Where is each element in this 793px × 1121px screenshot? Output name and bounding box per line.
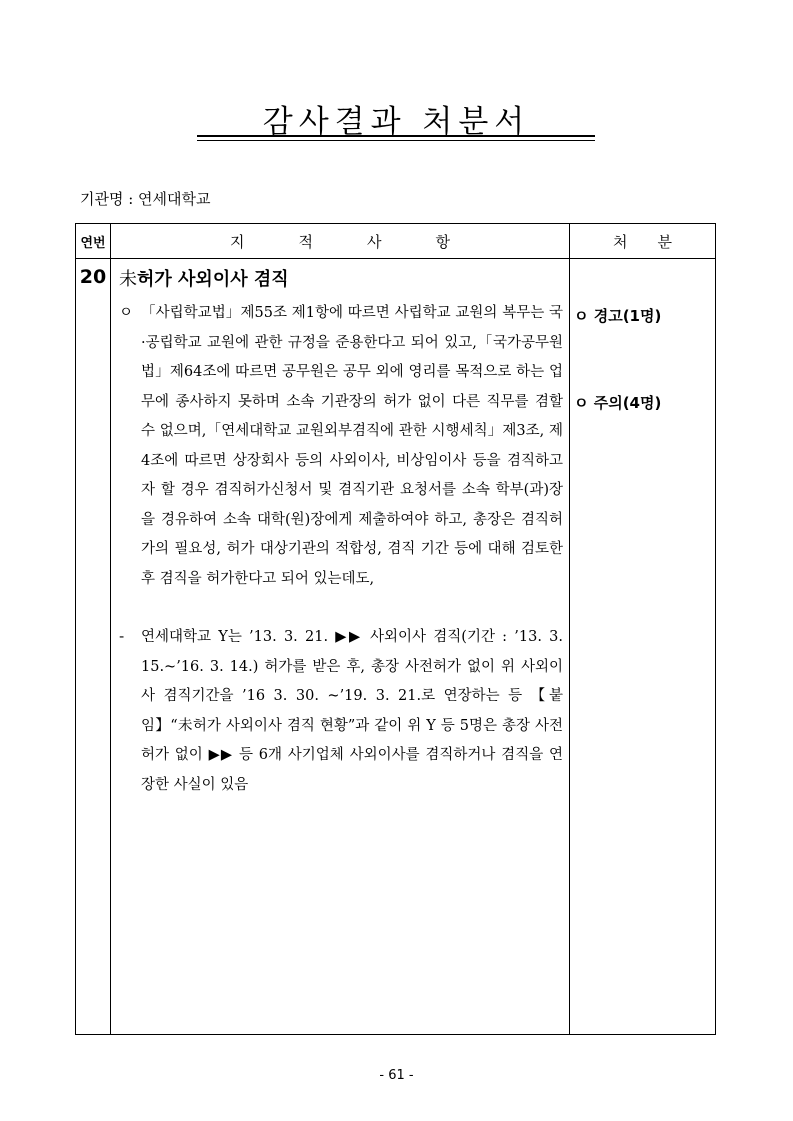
table-header-row <box>76 224 716 259</box>
document-title: 감사결과 처분서 <box>262 104 531 140</box>
bullet-circle: ㅇ <box>119 305 134 321</box>
action-warning: ㅇ 경고(1명) <box>574 307 662 325</box>
page-number: - 61 - <box>379 1068 414 1083</box>
header-action: 처분 <box>570 224 716 259</box>
header-seq: 연번 <box>76 224 111 259</box>
row-action-cell <box>570 259 716 1035</box>
row-seq-number: 20 <box>76 259 111 1035</box>
audit-table <box>75 223 716 1035</box>
row-heading: 未허가 사외이사 겸직 <box>119 269 289 290</box>
row-point-cell <box>111 259 570 1035</box>
paragraph-text: 「사립학교법」제55조 제1항에 따르면 사립학교 교원의 복무는 국·공립학교 교원에 관한 규정을 준용한다고 되어 있고,「국가공무원법」제64조에 따르면 공무원은 공무 외에 영리를 목적으로 하는 업무에 종사하지 못하며 소속 기관장의 허가 없이 다른 직무를 겸할 수 없으며,「연세대학교 교원외부겸직에 관한 시행세칙」제3조, 제4조에 따르면 상장회사 등의 사외이사, 비상임이사 등을 겸직하고자 할 경우 겸직허가신청서 및 겸직기관 요청서를 소속 학부(과)장을 경유하여 소속 대학(원)장에게 제출하여야 하고, 총장은 겸직허가의 필요성, 허가 대상기관의 적합성, 겸직 기간 등에 대해 검토한 후 겸직을 허가한다고 되어 있는데도, <box>141 305 563 587</box>
title-underline-thin <box>197 140 595 141</box>
agency-label: 기관명 : 연세대학교 <box>80 190 211 208</box>
paragraph-regulation <box>119 299 563 594</box>
title-underline <box>197 135 595 137</box>
paragraph-text: 연세대학교 Y는 ’13. 3. 21. ▶▶ 사외이사 겸직(기간 : ’13. 3. 15.~’16. 3. 14.) 허가를 받은 후, 총장 사전허가 없이 위 사외이사 겸직기간을 ’16 3. 30. ~’19. 3. 21.로 연장하는 등 【붙임】“未허가 사외이사 겸직 현황”과 같이 위 Y 등 5명은 총장 사전 허가 없이 ▶▶ 등 6개 사기업체 사외이사를 겸직하거나 겸직을 연장한 사실이 있음 <box>141 629 563 793</box>
action-caution: ㅇ 주의(4명) <box>574 394 662 412</box>
bullet-dash: - <box>119 629 125 645</box>
header-point: 지적사항 <box>111 224 570 259</box>
table-row <box>76 259 716 1035</box>
paragraph-finding <box>119 623 563 800</box>
